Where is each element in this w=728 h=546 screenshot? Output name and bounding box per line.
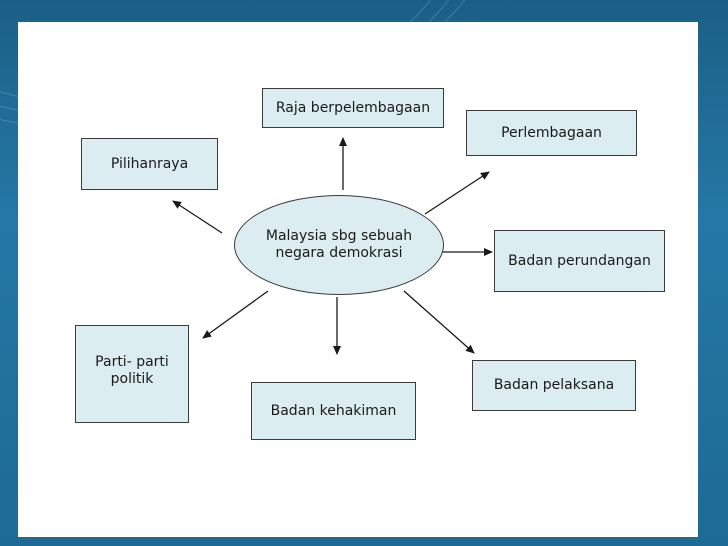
arrow-to-pelaksana (404, 291, 474, 353)
arrow-to-pilihanraya (173, 201, 222, 233)
node-raja-berpelembagaan: Raja berpelembagaan (262, 88, 444, 128)
arrow-to-parti (203, 291, 268, 338)
node-parti-politik: Parti- parti politik (75, 325, 189, 423)
node-badan-pelaksana: Badan pelaksana (472, 360, 636, 411)
node-perlembagaan: Perlembagaan (466, 110, 637, 156)
center-node-democracy: Malaysia sbg sebuah negara demokrasi (234, 195, 444, 295)
arrow-to-perlembagaan (425, 172, 489, 214)
node-badan-perundangan: Badan perundangan (494, 230, 665, 292)
node-pilihanraya: Pilihanraya (81, 138, 218, 190)
node-badan-kehakiman: Badan kehakiman (251, 382, 416, 440)
